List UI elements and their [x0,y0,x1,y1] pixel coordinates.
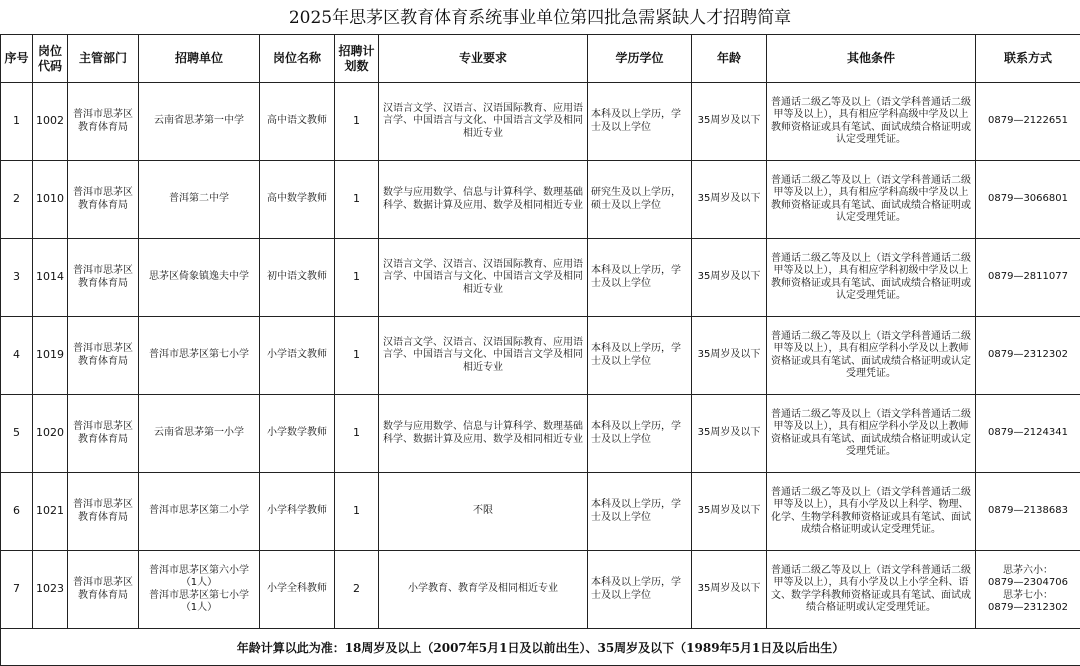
cell-seq: 4 [1,317,33,395]
cell-contact: 0879—2124341 [976,395,1080,473]
cell-unit: 云南省思茅第一小学 [139,395,260,473]
cell-dept: 普洱市思茅区教育体育局 [68,551,139,629]
cell-seq: 2 [1,161,33,239]
cell-contact: 0879—2312302 [976,317,1080,395]
cell-other: 普通话二级乙等及以上（语文学科普通话二级甲等及以上），具有小学及以上科学、物理、化学、生物学科教师资格证或具有笔试、面试成绩合格证明或认定受理凭证。 [767,473,976,551]
cell-position: 小学语文教师 [260,317,335,395]
cell-other: 普通话二级乙等及以上（语文学科普通话二级甲等及以上），具有相应学科高级中学及以上教师资格证或具有笔试、面试成绩合格证明或认定受理凭证。 [767,83,976,161]
cell-contact: 0879—3066801 [976,161,1080,239]
cell-dept: 普洱市思茅区教育体育局 [68,473,139,551]
cell-contact: 0879—2122651 [976,83,1080,161]
cell-major: 不限 [379,473,588,551]
cell-dept: 普洱市思茅区教育体育局 [68,395,139,473]
cell-other: 普通话二级乙等及以上（语文学科普通话二级甲等及以上），具有小学及以上小学全科、语文、数学学科教师资格证或具有笔试、面试成绩合格证明或认定受理凭证。 [767,551,976,629]
unit-line: （1人） [180,577,218,588]
contact-line: 思茅七小： [1003,589,1053,601]
unit-line: （1人） [180,602,218,613]
cell-dept: 普洱市思茅区教育体育局 [68,317,139,395]
cell-other: 普通话二级乙等及以上（语文学科普通话二级甲等及以上），具有相应学科初级中学及以上教师资格证或具有笔试、面试成绩合格证明或认定受理凭证。 [767,239,976,317]
table-row [1,473,1080,551]
table-row [1,239,1080,317]
cell-age: 35周岁及以下 [692,83,767,161]
cell-code: 1021 [33,473,68,551]
cell-other: 普通话二级乙等及以上（语文学科普通话二级甲等及以上），具有相应学科小学及以上教师资格证或具有笔试、面试成绩合格证明或认定受理凭证。 [767,317,976,395]
cell-edu: 本科及以上学历，学士及以上学位 [588,473,692,551]
cell-other: 普通话二级乙等及以上（语文学科普通话二级甲等及以上），具有相应学科小学及以上教师资格证或具有笔试、面试成绩合格证明或认定受理凭证。 [767,395,976,473]
cell-code: 1019 [33,317,68,395]
cell-major: 汉语言文学、汉语言、汉语国际教育、应用语言学、中国语言与文化、中国语言文学及相同相近专业 [379,83,588,161]
header-plan: 招聘计划数 [335,35,379,83]
cell-plan: 1 [335,161,379,239]
cell-position: 小学科学教师 [260,473,335,551]
cell-age: 35周岁及以下 [692,473,767,551]
cell-edu: 本科及以上学历，学士及以上学位 [588,83,692,161]
table-row [1,83,1080,161]
cell-major: 数学与应用数学、信息与计算科学、数理基础科学、数据计算及应用、数学及相同相近专业 [379,395,588,473]
contact-line: 0879—2312302 [988,602,1068,613]
cell-major: 汉语言文学、汉语言、汉语国际教育、应用语言学、中国语言与文化、中国语言文学及相同相近专业 [379,239,588,317]
header-dept: 主管部门 [68,35,139,83]
cell-plan: 1 [335,83,379,161]
footer-row [1,629,1080,666]
header-seq: 序号 [1,35,33,83]
cell-age: 35周岁及以下 [692,317,767,395]
cell-age: 35周岁及以下 [692,161,767,239]
header-edu: 学历学位 [588,35,692,83]
age-calculation-note: 年龄计算以此为准：18周岁及以上（2007年5月1日及以前出生）、35周岁及以下（1989年5月1日及以后出生） [1,629,1080,666]
cell-plan: 2 [335,551,379,629]
header-other: 其他条件 [767,35,976,83]
cell-seq: 7 [1,551,33,629]
cell-contact [976,551,1080,629]
cell-unit: 普洱市思茅区第二小学 [139,473,260,551]
cell-edu: 本科及以上学历，学士及以上学位 [588,317,692,395]
table-row [1,317,1080,395]
cell-plan: 1 [335,239,379,317]
table-row [1,551,1080,629]
cell-dept: 普洱市思茅区教育体育局 [68,161,139,239]
cell-plan: 1 [335,317,379,395]
cell-position: 高中数学教师 [260,161,335,239]
cell-plan: 1 [335,395,379,473]
table-row [1,395,1080,473]
cell-code: 1014 [33,239,68,317]
cell-unit: 普洱市思茅区第七小学 [139,317,260,395]
header-position: 岗位名称 [260,35,335,83]
cell-position: 初中语文教师 [260,239,335,317]
cell-unit: 云南省思茅第一中学 [139,83,260,161]
cell-major: 数学与应用数学、信息与计算科学、数理基础科学、数据计算及应用、数学及相同相近专业 [379,161,588,239]
cell-contact: 0879—2138683 [976,473,1080,551]
cell-dept: 普洱市思茅区教育体育局 [68,83,139,161]
cell-age: 35周岁及以下 [692,395,767,473]
header-age: 年龄 [692,35,767,83]
cell-unit: 思茅区倚象镇逸夫中学 [139,239,260,317]
cell-edu: 本科及以上学历，学士及以上学位 [588,239,692,317]
cell-dept: 普洱市思茅区教育体育局 [68,239,139,317]
contact-line: 0879—2304706 [988,577,1068,588]
document-title: 2025年思茅区教育体育系统事业单位第四批急需紧缺人才招聘简章 [0,0,1080,35]
cell-unit: 普洱第二中学 [139,161,260,239]
cell-position: 小学全科教师 [260,551,335,629]
cell-edu: 本科及以上学历，学士及以上学位 [588,395,692,473]
cell-plan: 1 [335,473,379,551]
cell-code: 1023 [33,551,68,629]
cell-seq: 6 [1,473,33,551]
cell-age: 35周岁及以下 [692,551,767,629]
cell-seq: 1 [1,83,33,161]
cell-edu: 研究生及以上学历，硕士及以上学位 [588,161,692,239]
contact-line: 思茅六小： [1003,564,1053,576]
unit-line: 普洱市思茅区第七小学 [149,589,249,601]
cell-contact: 0879—2811077 [976,239,1080,317]
cell-position: 高中语文教师 [260,83,335,161]
unit-line: 普洱市思茅区第六小学 [149,564,249,576]
header-major: 专业要求 [379,35,588,83]
header-contact: 联系方式 [976,35,1080,83]
cell-seq: 3 [1,239,33,317]
cell-code: 1002 [33,83,68,161]
cell-major: 小学教育、教育学及相同相近专业 [379,551,588,629]
cell-major: 汉语言文学、汉语言、汉语国际教育、应用语言学、中国语言与文化、中国语言文学及相同相近专业 [379,317,588,395]
cell-unit [139,551,260,629]
header-code: 岗位代码 [33,35,68,83]
cell-edu: 本科及以上学历，学士及以上学位 [588,551,692,629]
table-header-row [1,35,1080,83]
table-row [1,161,1080,239]
cell-position: 小学数学教师 [260,395,335,473]
cell-other: 普通话二级乙等及以上（语文学科普通话二级甲等及以上），具有相应学科高级中学及以上教师资格证或具有笔试、面试成绩合格证明或认定受理凭证。 [767,161,976,239]
header-unit: 招聘单位 [139,35,260,83]
cell-seq: 5 [1,395,33,473]
cell-code: 1010 [33,161,68,239]
cell-code: 1020 [33,395,68,473]
cell-age: 35周岁及以下 [692,239,767,317]
recruitment-table [0,34,1080,666]
